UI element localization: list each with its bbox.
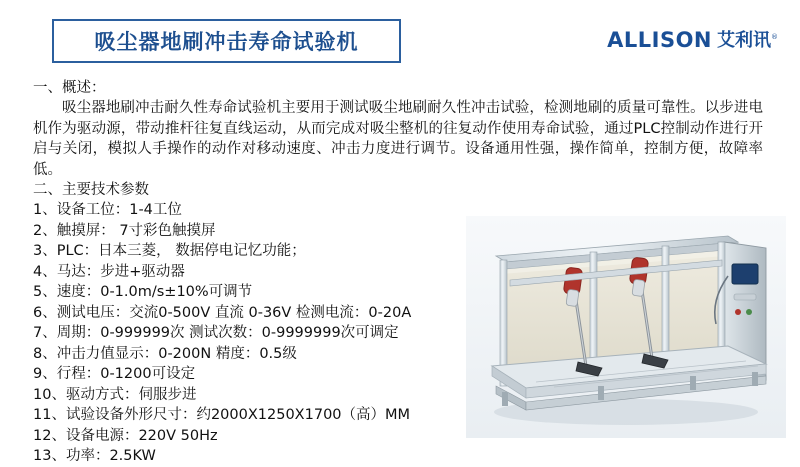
list-item: 11、试验设备外形尺寸：约2000X1250X1700（高）MM <box>33 407 411 423</box>
overview-paragraph: 吸尘器地刷冲击耐久性寿命试验机主要用于测试吸尘地刷耐久性冲击试验，检测地刷的质量可靠性。以步进电机作为驱动源，带动推杆往复直线运动，从而完成对吸尘整机的往复动作使用寿命试验，通过PLC控制动作进行开启与关闭，模拟人手操作的动作对移动速度、冲击力度进行调节。设备通用性强，操作简单，控制方便，故障率低。 <box>33 100 763 178</box>
list-item: 4、马达：步进+驱动器 <box>33 263 185 280</box>
page-title: 吸尘器地刷冲击寿命试验机 <box>94 30 359 54</box>
list-item: 2、触摸屏： 7寸彩色触摸屏 <box>33 222 216 239</box>
list-item: 1、设备工位：1-4工位 <box>33 202 182 218</box>
list-item: 7、周期：0-999999次 测试次数：0-9999999次可调定 <box>33 325 399 341</box>
logo-trademark-symbol: ® <box>771 33 778 41</box>
logo-latin-text: ALLISON <box>607 28 712 52</box>
list-item: 8、冲击力值显示：0-200N 精度：0.5级 <box>33 345 297 362</box>
overview-heading: 一、概述： <box>33 80 106 96</box>
machine-photo <box>466 216 786 438</box>
parameters-heading: 二、主要技术参数 <box>33 182 149 198</box>
list-item: 6、测试电压：交流0-500V 直流 0-36V 检测电流：0-20A <box>33 304 412 321</box>
list-item: 9、行程：0-1200可设定 <box>33 366 196 382</box>
logo-chinese-text <box>717 32 778 50</box>
brand-logo <box>607 30 778 51</box>
list-item: 5、速度：0-1.0m/s±10%可调节 <box>33 284 253 300</box>
logo-chinese-label: 艾利讯 <box>717 30 771 51</box>
parameter-list <box>33 200 493 467</box>
list-item: 12、设备电源：220V 50Hz <box>33 427 218 444</box>
machine-photo-illustration <box>466 216 786 438</box>
list-item: 10、驱动方式：伺服步进 <box>33 386 197 403</box>
list-item: 13、功率：2.5KW <box>33 448 156 464</box>
page-title-box <box>52 19 401 63</box>
list-item: 3、PLC：日本三菱， 数据停电记忆功能； <box>33 243 306 259</box>
